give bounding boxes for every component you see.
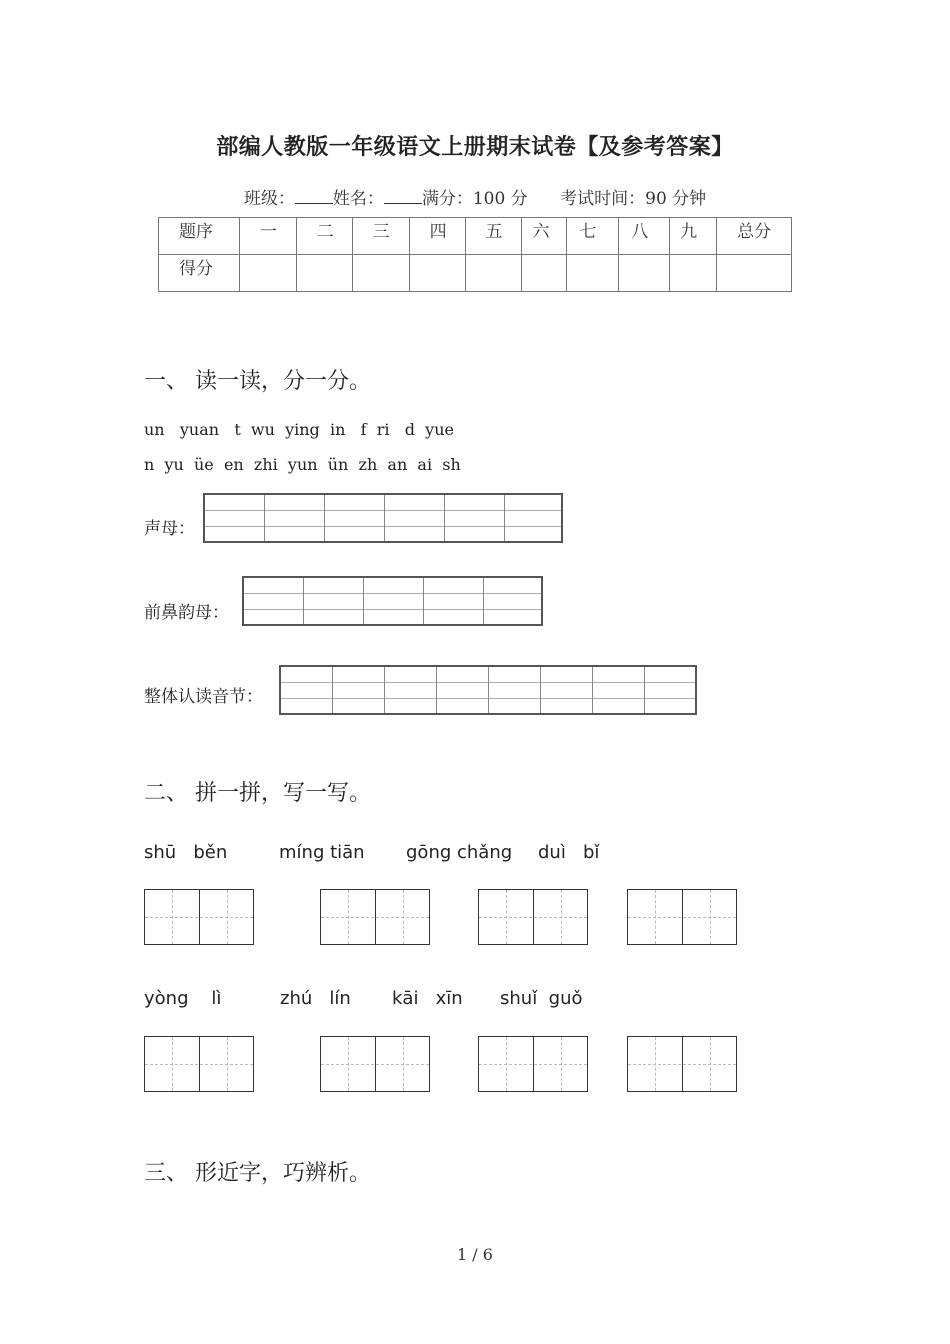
score-input-cell[interactable]	[567, 255, 619, 292]
pinyin-word: míng tiān	[279, 842, 365, 863]
pinyin-word: gōng chǎng	[406, 842, 513, 863]
zhengti-label: 整体认读音节：	[144, 687, 263, 707]
section3-heading: 三、 形近字，巧辨析。	[144, 1161, 371, 1186]
score-input-cell[interactable]	[619, 255, 670, 292]
score-header-cell: 题序	[159, 218, 240, 255]
pinyin-word: kāi xīn	[392, 988, 463, 1009]
pinyin-word: shuǐ guǒ	[500, 988, 583, 1009]
score-input-cell[interactable]	[409, 255, 465, 292]
pinyin-word: zhú lín	[280, 988, 351, 1009]
section1-heading: 一、 读一读，分一分。	[144, 369, 371, 394]
score-input-cell[interactable]	[296, 255, 352, 292]
shengmu-label: 声母：	[144, 519, 195, 539]
tianzige-box[interactable]	[478, 889, 588, 945]
exam-time: 考试时间：90 分钟	[560, 189, 707, 209]
qianbi-writing-grid[interactable]	[242, 576, 543, 626]
name-label: 姓名：	[332, 189, 384, 209]
score-header-cell: 总分	[717, 218, 792, 255]
section1-pinyin-line1: un yuan t wu ying in f ri d yue	[144, 420, 454, 439]
tianzige-box[interactable]	[627, 1036, 737, 1092]
score-value-row	[159, 255, 792, 292]
exam-info	[0, 184, 950, 209]
class-blank	[295, 189, 333, 204]
score-header-cell: 五	[465, 218, 522, 255]
pinyin-word: yòng lì	[144, 988, 222, 1009]
score-header-cell: 四	[409, 218, 465, 255]
section1-pinyin-line2: n yu üe en zhi yun ün zh an ai sh	[144, 455, 461, 474]
score-header-cell: 一	[239, 218, 296, 255]
score-header-cell: 八	[619, 218, 670, 255]
tianzige-box[interactable]	[320, 889, 430, 945]
zhengti-writing-grid[interactable]	[279, 665, 697, 715]
score-input-cell[interactable]	[465, 255, 522, 292]
full-score: 满分：100 分	[421, 189, 528, 209]
score-header-row	[159, 218, 792, 255]
tianzige-box[interactable]	[320, 1036, 430, 1092]
shengmu-writing-grid[interactable]	[203, 493, 563, 543]
tianzige-box[interactable]	[478, 1036, 588, 1092]
score-header-cell: 七	[567, 218, 619, 255]
page-title: 部编人教版一年级语文上册期末试卷【及参考答案】	[216, 135, 734, 160]
score-input-cell[interactable]	[352, 255, 409, 292]
score-input-cell[interactable]	[670, 255, 717, 292]
name-blank	[384, 189, 422, 204]
score-header-cell: 六	[522, 218, 567, 255]
score-input-cell[interactable]	[717, 255, 792, 292]
tianzige-box[interactable]	[144, 889, 254, 945]
score-input-cell[interactable]	[522, 255, 567, 292]
qianbi-label: 前鼻韵母：	[144, 603, 229, 623]
score-header-cell: 九	[670, 218, 717, 255]
pinyin-word: shū běn	[144, 842, 228, 863]
score-row-label: 得分	[159, 255, 240, 292]
score-header-cell: 三	[352, 218, 409, 255]
pinyin-word: duì bǐ	[538, 842, 600, 863]
section2-heading: 二、 拼一拼，写一写。	[144, 781, 371, 806]
score-table	[158, 217, 792, 292]
score-input-cell[interactable]	[239, 255, 296, 292]
class-label: 班级：	[243, 189, 295, 209]
page-number: 1 / 6	[457, 1245, 493, 1264]
score-header-cell: 二	[296, 218, 352, 255]
tianzige-box[interactable]	[144, 1036, 254, 1092]
tianzige-box[interactable]	[627, 889, 737, 945]
